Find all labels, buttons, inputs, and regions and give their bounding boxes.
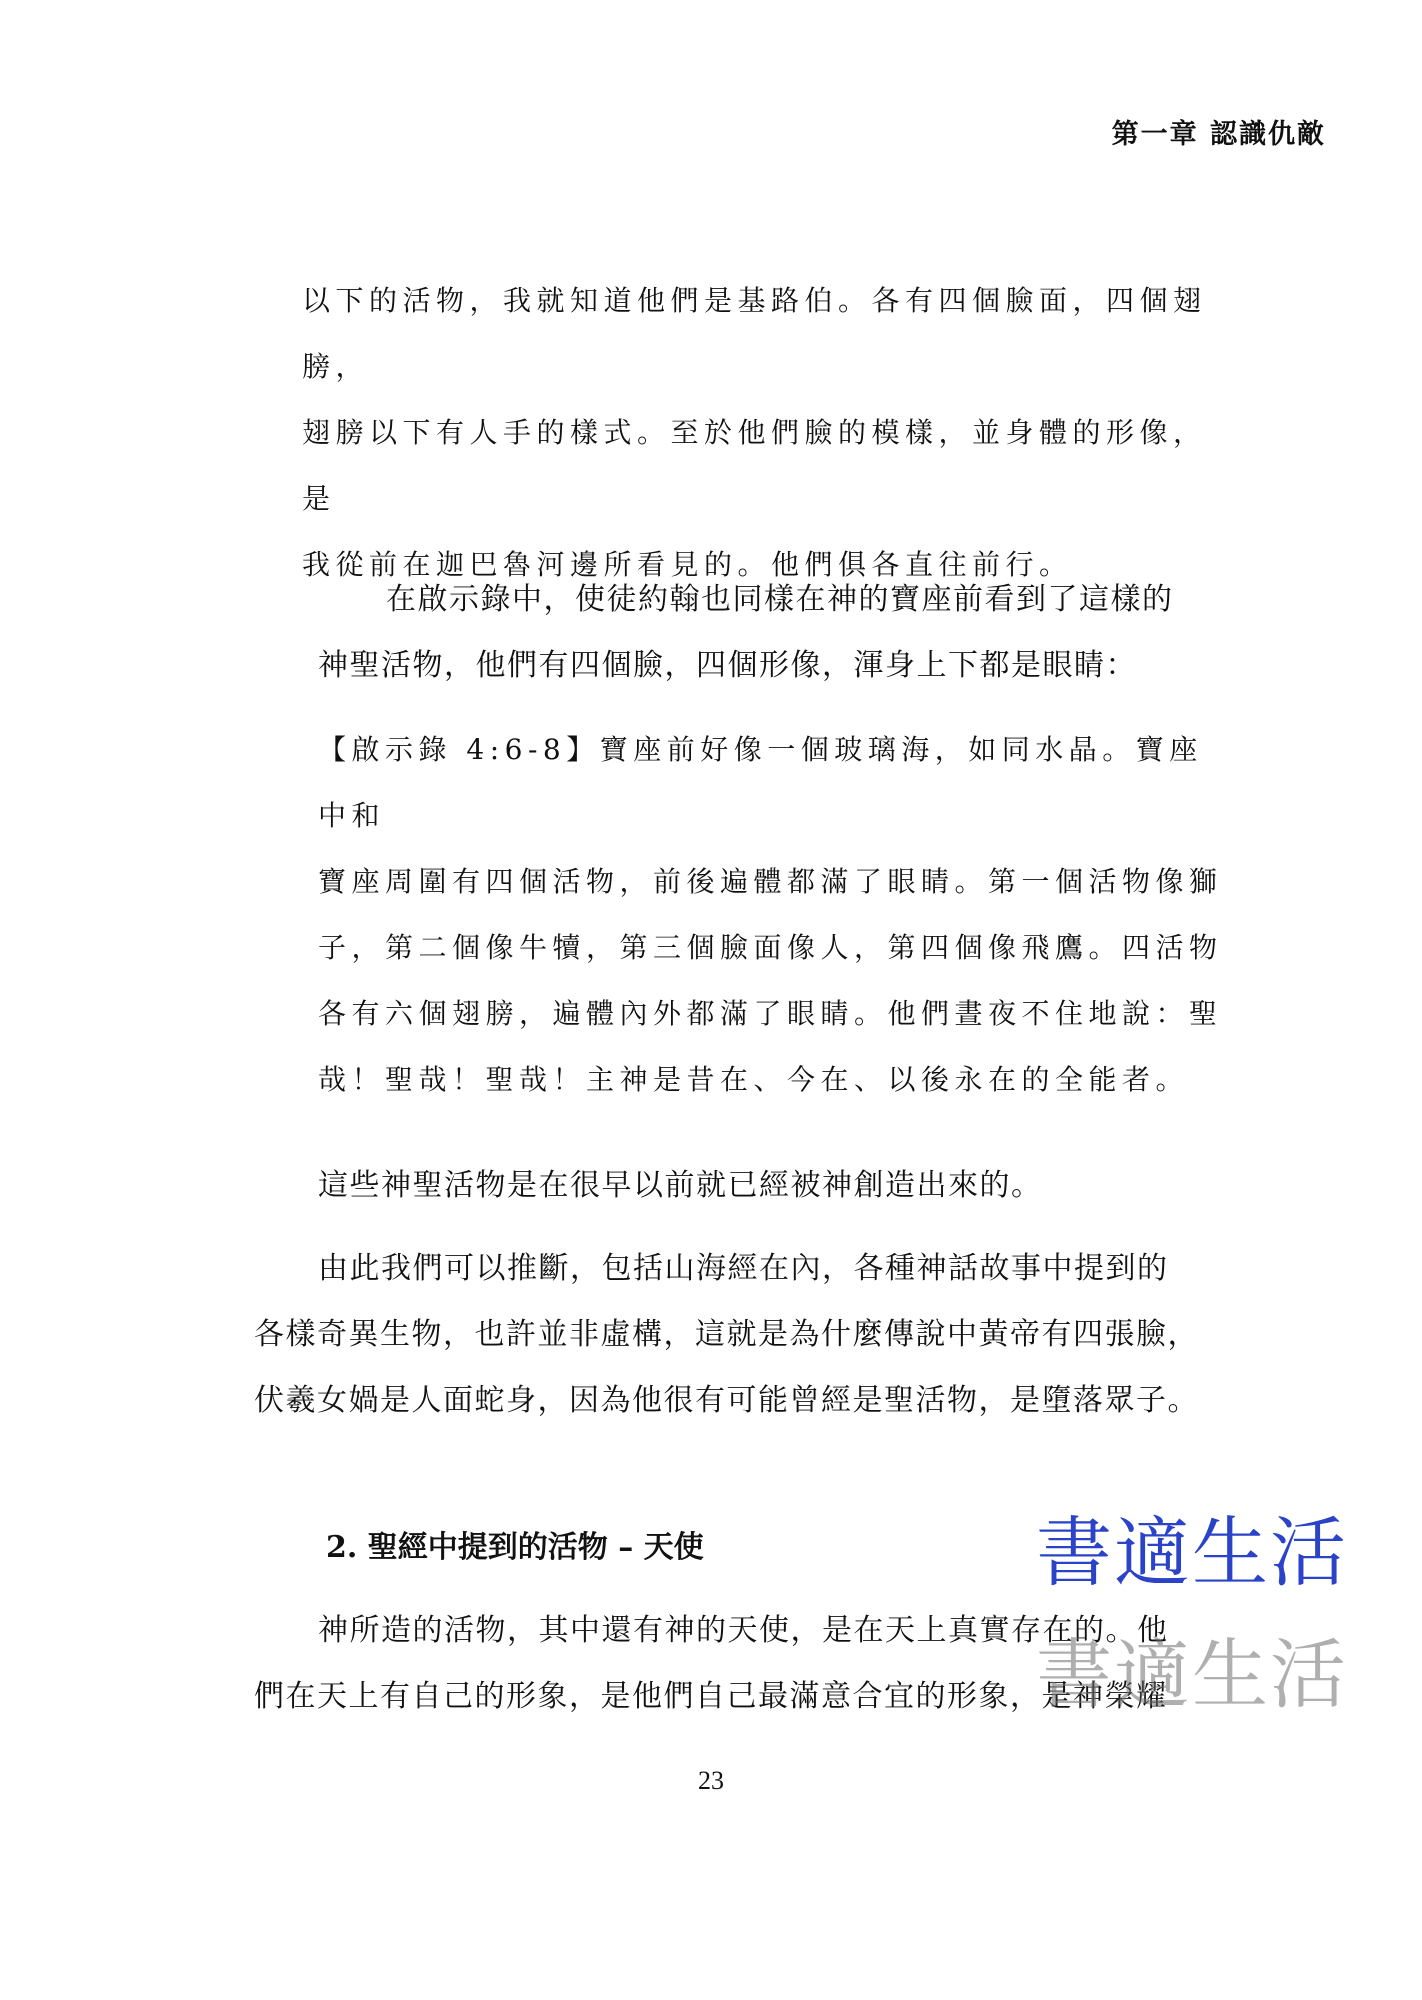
paragraph-line: 這些神聖活物是在很早以前就已經被神創造出來的。 <box>318 1168 1043 1203</box>
paragraph-line: 們在天上有自己的形象，是他們自己最滿意合宜的形象，是神榮耀 <box>254 1679 1168 1714</box>
scripture-quote-revelation <box>318 717 1232 1113</box>
chapter-header: 第一章 認識仇敵 <box>1111 119 1326 150</box>
watermark-logo-gray: 書適生活 <box>1036 1630 1348 1719</box>
quote-line: 翅膀以下有人手的樣式。至於他們臉的模樣，並身體的形像，是 <box>302 416 1207 515</box>
watermark-logo-blue: 書適生活 <box>1036 1508 1348 1597</box>
page-number: 23 <box>698 1766 724 1795</box>
paragraph-revelation-intro <box>318 567 1230 699</box>
scripture-quote-ezekiel <box>302 268 1232 598</box>
quote-line: 以下的活物，我就知道他們是基路伯。各有四個臉面，四個翅膀， <box>302 284 1207 383</box>
paragraph-line: 在啟示錄中，使徒約翰也同樣在神的寶座前看到了這樣的 <box>386 582 1174 617</box>
section-heading: 2. 聖經中提到的活物 – 天使 <box>326 1530 704 1565</box>
quote-line: 我從前在迦巴魯河邊所看見的。他們俱各直往前行。 <box>302 548 1073 581</box>
paragraph-myth-inference <box>254 1236 1234 1434</box>
paragraph-line: 各樣奇異生物，也許並非虛構，這就是為什麼傳說中黃帝有四張臉， <box>254 1317 1199 1352</box>
quote-line: 寶座周圍有四個活物，前後遍體都滿了眼睛。第一個活物像獅 <box>318 865 1223 898</box>
quote-line: 【啟示錄 4:6-8】寶座前好像一個玻璃海，如同水晶。寶座中和 <box>318 733 1203 832</box>
paragraph-created-early <box>318 1153 1230 1219</box>
paragraph-line: 伏羲女媧是人面蛇身，因為他很有可能曾經是聖活物，是墮落眾子。 <box>254 1383 1199 1418</box>
quote-line: 哉！聖哉！聖哉！主神是昔在、今在、以後永在的全能者。 <box>318 1063 1190 1096</box>
paragraph-line: 由此我們可以推斷，包括山海經在內，各種神話故事中提到的 <box>318 1251 1169 1286</box>
quote-line: 子，第二個像牛犢，第三個臉面像人，第四個像飛鷹。四活物 <box>318 931 1223 964</box>
quote-line: 各有六個翅膀，遍體內外都滿了眼睛。他們晝夜不住地說：聖 <box>318 997 1223 1030</box>
paragraph-line: 神所造的活物，其中還有神的天使，是在天上真實存在的。他 <box>318 1613 1169 1648</box>
paragraph-line: 神聖活物，他們有四個臉，四個形像，渾身上下都是眼睛： <box>318 648 1137 683</box>
